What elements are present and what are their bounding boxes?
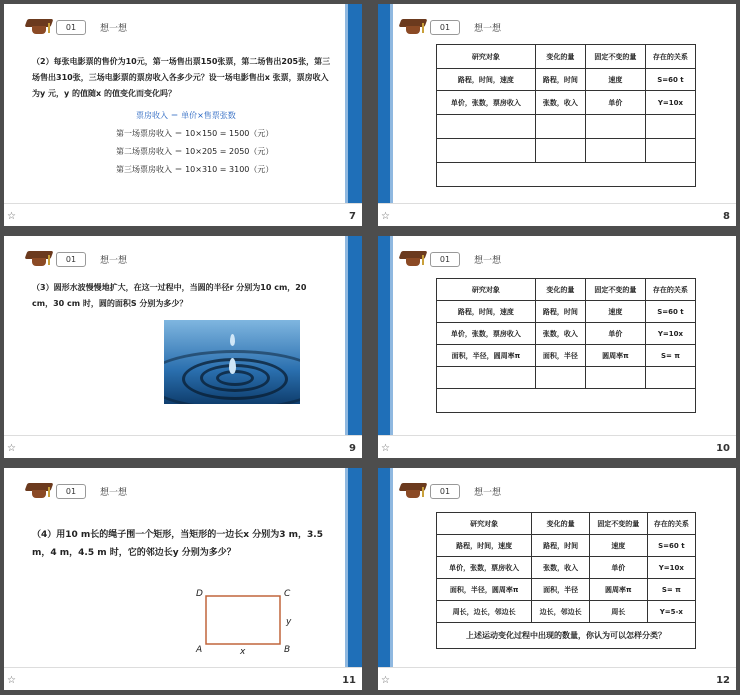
- slide-11[interactable]: [4, 468, 362, 690]
- slide-footer: [378, 667, 736, 690]
- table-cell: 单价: [585, 323, 645, 345]
- slide-header: [400, 480, 501, 502]
- section-badge: 01: [430, 484, 460, 499]
- table-row: [437, 535, 696, 557]
- table-row: [437, 163, 696, 187]
- page-number: 11: [342, 675, 356, 686]
- table-cell: 速度: [585, 301, 645, 323]
- table-header: 存在的关系: [645, 279, 695, 301]
- table-cell: 单价，张数，票房收入: [437, 323, 536, 345]
- table-cell: 张数，收入: [535, 91, 585, 115]
- problem-text: （4）用10 m长的绳子围一个矩形，当矩形的一边长x 分别为3 m，3.5 m，4 m，4.5 m 时，它的邻边长y 分别为多少？: [32, 530, 323, 558]
- slide-footer: [378, 435, 736, 458]
- table-header-row: [437, 45, 696, 69]
- right-accent-bar: [348, 236, 362, 436]
- table-row: [437, 323, 696, 345]
- table-cell: Y=5-x: [647, 601, 695, 623]
- table-header: 变化的量: [535, 279, 585, 301]
- graduation-cap-icon: [400, 481, 426, 501]
- slide-9[interactable]: [4, 236, 362, 458]
- table-header-row: [437, 279, 696, 301]
- graduation-cap-icon: [400, 17, 426, 37]
- section-title: 想一想: [474, 23, 502, 34]
- problem-text: （3）圆形水波慢慢地扩大，在这一过程中，当圆的半径r 分别为10 cm，20 cm，30 cm 时，圆的面积S 分别为多少？: [32, 283, 307, 308]
- formula-text: 票房收入 ＝ 单价×售票张数: [136, 111, 236, 120]
- table-cell: Y=10x: [645, 91, 695, 115]
- star-icon[interactable]: ☆: [381, 443, 390, 454]
- slide-10[interactable]: [378, 236, 736, 458]
- table-question-row: [437, 623, 696, 649]
- problem-text: （2）每张电影票的售价为10元，第一场售出票150张票，第二场售出205张，第三场售出310张，三场电影票的票房收入各多少元？设一场电影售出x 张票，票房收入为y 元，y 的值随x 的值变化而变化吗？: [32, 57, 331, 98]
- graduation-cap-icon: [26, 17, 52, 37]
- table-cell: 圆周率π: [585, 345, 645, 367]
- graduation-cap-icon: [26, 481, 52, 501]
- graduation-cap-icon: [26, 249, 52, 269]
- table-cell: 速度: [585, 69, 645, 91]
- table-cell: 单价，张数，票房收入: [437, 91, 536, 115]
- table-header: 存在的关系: [645, 45, 695, 69]
- left-accent-stripe: [390, 4, 393, 204]
- table-header: 研究对象: [437, 45, 536, 69]
- table-header: 研究对象: [437, 279, 536, 301]
- table-row: [437, 345, 696, 367]
- table-cell: 张数，收入: [535, 323, 585, 345]
- page-number: 7: [349, 211, 356, 222]
- table-header: 固定不变的量: [585, 279, 645, 301]
- table-cell: 单价: [585, 91, 645, 115]
- label-a: A: [196, 645, 203, 655]
- label-x: x: [240, 647, 246, 657]
- relation-table: [436, 44, 696, 187]
- slide-footer: [4, 203, 362, 226]
- star-icon[interactable]: ☆: [7, 211, 16, 222]
- star-icon[interactable]: ☆: [7, 675, 16, 686]
- section-badge: 01: [56, 252, 86, 267]
- section-title: 想一想: [100, 255, 128, 266]
- relation-table: [436, 512, 696, 649]
- section-title: 想一想: [100, 487, 128, 498]
- right-accent-bar: [348, 4, 362, 204]
- table-cell: 路程，时间: [535, 69, 585, 91]
- table-cell: 面积，半径: [535, 345, 585, 367]
- right-accent-stripe: [345, 4, 348, 204]
- table-row: [437, 579, 696, 601]
- label-y: y: [286, 617, 292, 627]
- table-cell: S=60 t: [647, 535, 695, 557]
- table-row: [437, 115, 696, 139]
- table-header: 研究对象: [437, 513, 532, 535]
- slide-header: [26, 16, 127, 38]
- left-accent-stripe: [390, 236, 393, 436]
- graduation-cap-icon: [400, 249, 426, 269]
- table-row: [437, 139, 696, 163]
- table-row: [437, 91, 696, 115]
- table-cell: 边长，邻边长: [532, 601, 590, 623]
- section-title: 想一想: [474, 255, 502, 266]
- table-header: 变化的量: [532, 513, 590, 535]
- slide-8[interactable]: [378, 4, 736, 226]
- right-accent-bar: [348, 468, 362, 668]
- table-cell: Y=10x: [647, 557, 695, 579]
- table-row: [437, 601, 696, 623]
- page-number: 12: [716, 675, 730, 686]
- section-badge: 01: [430, 252, 460, 267]
- slide-footer: [378, 203, 736, 226]
- section-title: 想一想: [100, 23, 128, 34]
- table-row: [437, 557, 696, 579]
- section-badge: 01: [430, 20, 460, 35]
- table-cell: 圆周率π: [589, 579, 647, 601]
- section-title: 想一想: [474, 487, 502, 498]
- classification-question: 上述运动变化过程中出现的数量，你认为可以怎样分类？: [437, 623, 696, 649]
- left-accent-bar: [378, 236, 390, 436]
- star-icon[interactable]: ☆: [381, 675, 390, 686]
- slide-header: [400, 248, 501, 270]
- table-cell: S= π: [645, 345, 695, 367]
- water-ripple-image: [164, 320, 300, 404]
- right-accent-stripe: [345, 468, 348, 668]
- relation-table: [436, 278, 696, 413]
- label-c: C: [284, 589, 291, 599]
- slide-header: [26, 480, 127, 502]
- table-header: 存在的关系: [647, 513, 695, 535]
- slide-7[interactable]: [4, 4, 362, 226]
- calc-line-3: 第三场票房收入 ＝ 10×310 = 3100（元）: [116, 165, 274, 174]
- table-cell: 周长，边长，邻边长: [437, 601, 532, 623]
- table-cell: 路程，时间，速度: [437, 69, 536, 91]
- table-cell: 张数，收入: [532, 557, 590, 579]
- table-header: 变化的量: [535, 45, 585, 69]
- table-row: [437, 389, 696, 413]
- slide-footer: [4, 667, 362, 690]
- slide-12[interactable]: [378, 468, 736, 690]
- slide-header: [26, 248, 127, 270]
- table-header-row: [437, 513, 696, 535]
- table-cell: 路程，时间，速度: [437, 301, 536, 323]
- table-cell: S=60 t: [645, 301, 695, 323]
- table-cell: 路程，时间: [532, 535, 590, 557]
- section-badge: 01: [56, 484, 86, 499]
- table-cell: 单价，张数，票房收入: [437, 557, 532, 579]
- table-row: [437, 367, 696, 389]
- table-cell: 周长: [589, 601, 647, 623]
- calc-line-2: 第二场票房收入 ＝ 10×205 = 2050（元）: [116, 147, 274, 156]
- table-cell: S= π: [647, 579, 695, 601]
- right-accent-stripe: [345, 236, 348, 436]
- page-number: 10: [716, 443, 730, 454]
- left-accent-bar: [378, 4, 390, 204]
- left-accent-stripe: [390, 468, 393, 668]
- label-d: D: [196, 589, 203, 599]
- table-header: 固定不变的量: [589, 513, 647, 535]
- calc-line-1: 第一场票房收入 ＝ 10×150 = 1500（元）: [116, 129, 274, 138]
- table-cell: S=60 t: [645, 69, 695, 91]
- table-cell: Y=10x: [645, 323, 695, 345]
- table-row: [437, 301, 696, 323]
- table-cell: 速度: [589, 535, 647, 557]
- star-icon[interactable]: ☆: [7, 443, 16, 454]
- table-cell: 单价: [589, 557, 647, 579]
- table-cell: 面积，半径，圆周率π: [437, 579, 532, 601]
- slide-footer: [4, 435, 362, 458]
- table-header: 固定不变的量: [585, 45, 645, 69]
- label-b: B: [284, 645, 291, 655]
- star-icon[interactable]: ☆: [381, 211, 390, 222]
- page-number: 8: [723, 211, 730, 222]
- table-cell: 面积，半径: [532, 579, 590, 601]
- table-cell: 路程，时间，速度: [437, 535, 532, 557]
- section-badge: 01: [56, 20, 86, 35]
- rectangle-diagram: [194, 586, 304, 658]
- slide-header: [400, 16, 501, 38]
- table-row: [437, 69, 696, 91]
- left-accent-bar: [378, 468, 390, 668]
- table-cell: 路程，时间: [535, 301, 585, 323]
- page-number: 9: [349, 443, 356, 454]
- table-cell: 面积，半径，圆周率π: [437, 345, 536, 367]
